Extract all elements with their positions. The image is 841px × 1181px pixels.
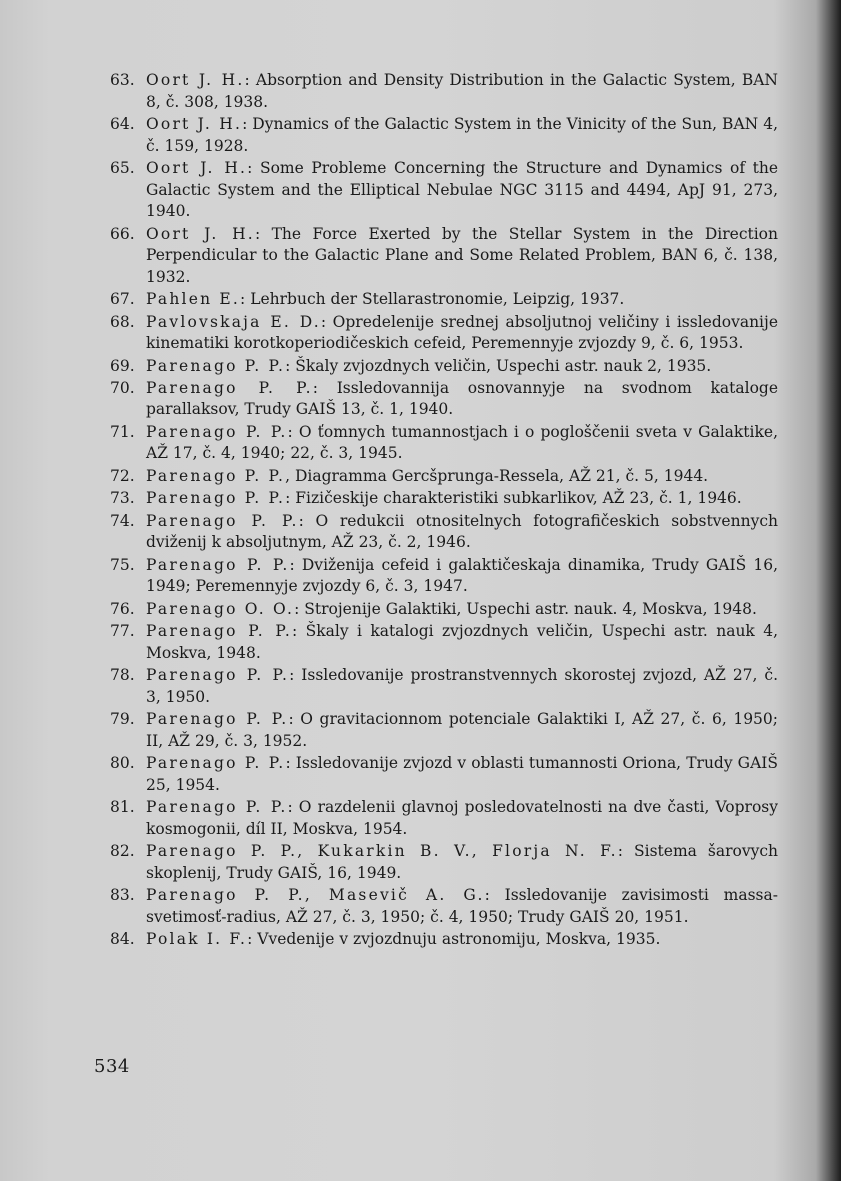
reference-number: 66.	[110, 224, 135, 243]
reference-text: : Strojenije Galaktiki, Uspechi astr. nauk. 4, Moskva, 1948.	[294, 599, 757, 618]
reference-author: Oort J. H.	[146, 71, 245, 89]
reference-number: 81.	[110, 797, 135, 816]
reference-number: 78.	[110, 665, 135, 684]
reference-author: Parenago P. P., Masevič A. G.	[146, 885, 485, 904]
reference-text: : Issledovannija osnovannyje na svodnom kataloge parallaksov, Trudy GAIŠ 13, č. 1, 1940.	[146, 378, 778, 419]
reference-author: Parenago P. P.	[146, 511, 299, 530]
reference-item	[110, 312, 778, 355]
reference-text: : O razdelenii glavnoj posledovatelnosti na dve časti, Voprosy kosmogonii, díl II, Moskva, 1954.	[146, 797, 778, 838]
reference-item	[110, 114, 778, 157]
reference-text: : Issledovanije prostranstvennych skorostej zvjozd, AŽ 27, č. 3, 1950.	[146, 665, 779, 706]
reference-item	[110, 841, 778, 884]
reference-item	[110, 466, 778, 488]
reference-item	[110, 555, 778, 598]
reference-author: Parenago P. P.	[146, 466, 286, 485]
reference-number: 76.	[110, 599, 135, 618]
reference-list	[110, 70, 778, 951]
reference-text: : Dviženija cefeid i galaktičeskaja dinamika, Trudy GAIŠ 16, 1949; Peremennyje zvjozdy 6, č. 3, 1947.	[146, 555, 778, 596]
reference-number: 74.	[110, 511, 135, 530]
reference-number: 83.	[110, 885, 135, 904]
reference-text: : Sistema šarovych skoplenij, Trudy GAIŠ, 16, 1949.	[146, 841, 779, 882]
reference-item	[110, 378, 778, 421]
reference-number: 68.	[110, 312, 135, 331]
reference-item	[110, 158, 778, 223]
reference-author: Oort J. H.	[146, 114, 243, 133]
reference-number: 64.	[110, 114, 135, 133]
reference-author: Parenago P. P.	[146, 555, 290, 574]
reference-author: Parenago P. P.	[146, 622, 293, 640]
reference-item	[110, 70, 778, 113]
reference-author: Parenago P. P.	[146, 378, 313, 397]
reference-item	[110, 797, 778, 840]
reference-number: 80.	[110, 753, 135, 772]
reference-text: : Škaly i katalogi zvjozdnych veličin, Uspechi astr. nauk 4, Moskva, 1948.	[146, 622, 778, 662]
reference-author: Parenago P. P.	[146, 753, 286, 772]
reference-number: 71.	[110, 422, 135, 441]
reference-author: Parenago P. P.	[146, 709, 289, 728]
reference-text: : O ťomnych tumannostjach i o pogloščenii sveta v Galaktike, AŽ 17, č. 4, 1940; 22, č. 3, 1945.	[146, 422, 778, 463]
reference-item	[110, 289, 778, 311]
reference-text: : Škaly zvjozdnych veličin, Uspechi astr. nauk 2, 1935.	[285, 356, 712, 375]
reference-item	[110, 422, 778, 465]
reference-author: Parenago P. P.	[146, 797, 288, 816]
reference-text: : Opredelenije srednej absoljutnoj veličiny i issledovanije kinematiki korotkoperiodičeskich cefeid, Peremennyje zvjozdy 9, č. 6, 1953.	[146, 312, 778, 353]
reference-author: Parenago O. O.	[146, 599, 295, 618]
reference-item	[110, 224, 778, 289]
reference-item	[110, 753, 778, 796]
reference-author: Pavlovskaja E. D.	[146, 312, 321, 331]
reference-number: 73.	[110, 489, 135, 508]
reference-item	[110, 709, 778, 752]
reference-number: 69.	[110, 356, 135, 375]
reference-number: 77.	[110, 622, 135, 640]
reference-author: Pahlen E.	[146, 290, 241, 309]
reference-author: Parenago P. P.	[146, 665, 290, 684]
reference-item	[110, 885, 778, 928]
reference-number: 70.	[110, 378, 135, 397]
reference-item	[110, 511, 778, 554]
reference-author: Oort J. H.	[146, 158, 248, 177]
reference-number: 79.	[110, 709, 135, 728]
reference-number: 75.	[110, 555, 135, 574]
reference-text: : O redukcii otnositelnych fotografičeskich sobstvennych dviženij k absoljutnym, AŽ 23, č. 2, 1946.	[146, 511, 778, 552]
reference-number: 67.	[110, 290, 135, 309]
reference-author: Oort J. H.	[146, 224, 255, 243]
reference-author: Parenago P. P., Kukarkin B. V., Florja N. F.	[146, 841, 618, 860]
reference-text: : Issledovanije zavisimosti massa-svetimosť-radius, AŽ 27, č. 3, 1950; č. 4, 1950; Trudy GAIŠ 20, 1951.	[146, 885, 778, 926]
reference-item	[110, 621, 778, 664]
reference-author: Parenago P. P.	[146, 356, 286, 375]
page-number: 534	[94, 1056, 130, 1077]
reference-text: : Issledovanije zvjozd v oblasti tumannosti Oriona, Trudy GAIŠ 25, 1954.	[146, 753, 779, 794]
reference-number: 65.	[110, 158, 135, 177]
reference-item	[110, 488, 778, 510]
reference-text: : Dynamics of the Galactic System in the Vinicity of the Sun, BAN 4, č. 159, 1928.	[146, 114, 778, 155]
reference-number: 63.	[110, 71, 135, 89]
reference-author: Polak I. F.	[146, 929, 248, 948]
reference-text: : Vvedenije v zvjozdnuju astronomiju, Moskva, 1935.	[247, 929, 661, 948]
reference-text: : The Force Exerted by the Stellar System in the Direction Perpendicular to the Galactic Plane and Some Related Problem, BAN 6, č. 138, 1932.	[146, 224, 779, 286]
reference-text: : O gravitacionnom potenciale Galaktiki I, AŽ 27, č. 6, 1950; II, AŽ 29, č. 3, 1952.	[146, 709, 779, 750]
reference-number: 72.	[110, 466, 135, 485]
reference-number: 84.	[110, 929, 135, 948]
reference-text: : Absorption and Density Distribution in the Galactic System, BAN 8, č. 308, 1938.	[146, 71, 778, 111]
reference-text: , Diagramma Gercšprunga-Ressela, AŽ 21, č. 5, 1944.	[285, 466, 709, 485]
reference-item	[110, 599, 778, 621]
reference-item	[110, 929, 778, 951]
reference-text: : Lehrbuch der Stellarastronomie, Leipzig, 1937.	[240, 290, 625, 309]
reference-author: Parenago P. P.	[146, 422, 288, 441]
reference-item	[110, 356, 778, 378]
reference-author: Parenago P. P.	[146, 489, 286, 508]
reference-item	[110, 665, 778, 708]
reference-text: : Some Probleme Concerning the Structure and Dynamics of the Galactic System and the Elliptical Nebulae NGC 3115 and 4494, ApJ 91, 273, 1940.	[146, 158, 778, 221]
reference-number: 82.	[110, 841, 135, 860]
reference-text: : Fizičeskije charakteristiki subkarlikov, AŽ 23, č. 1, 1946.	[285, 489, 742, 508]
